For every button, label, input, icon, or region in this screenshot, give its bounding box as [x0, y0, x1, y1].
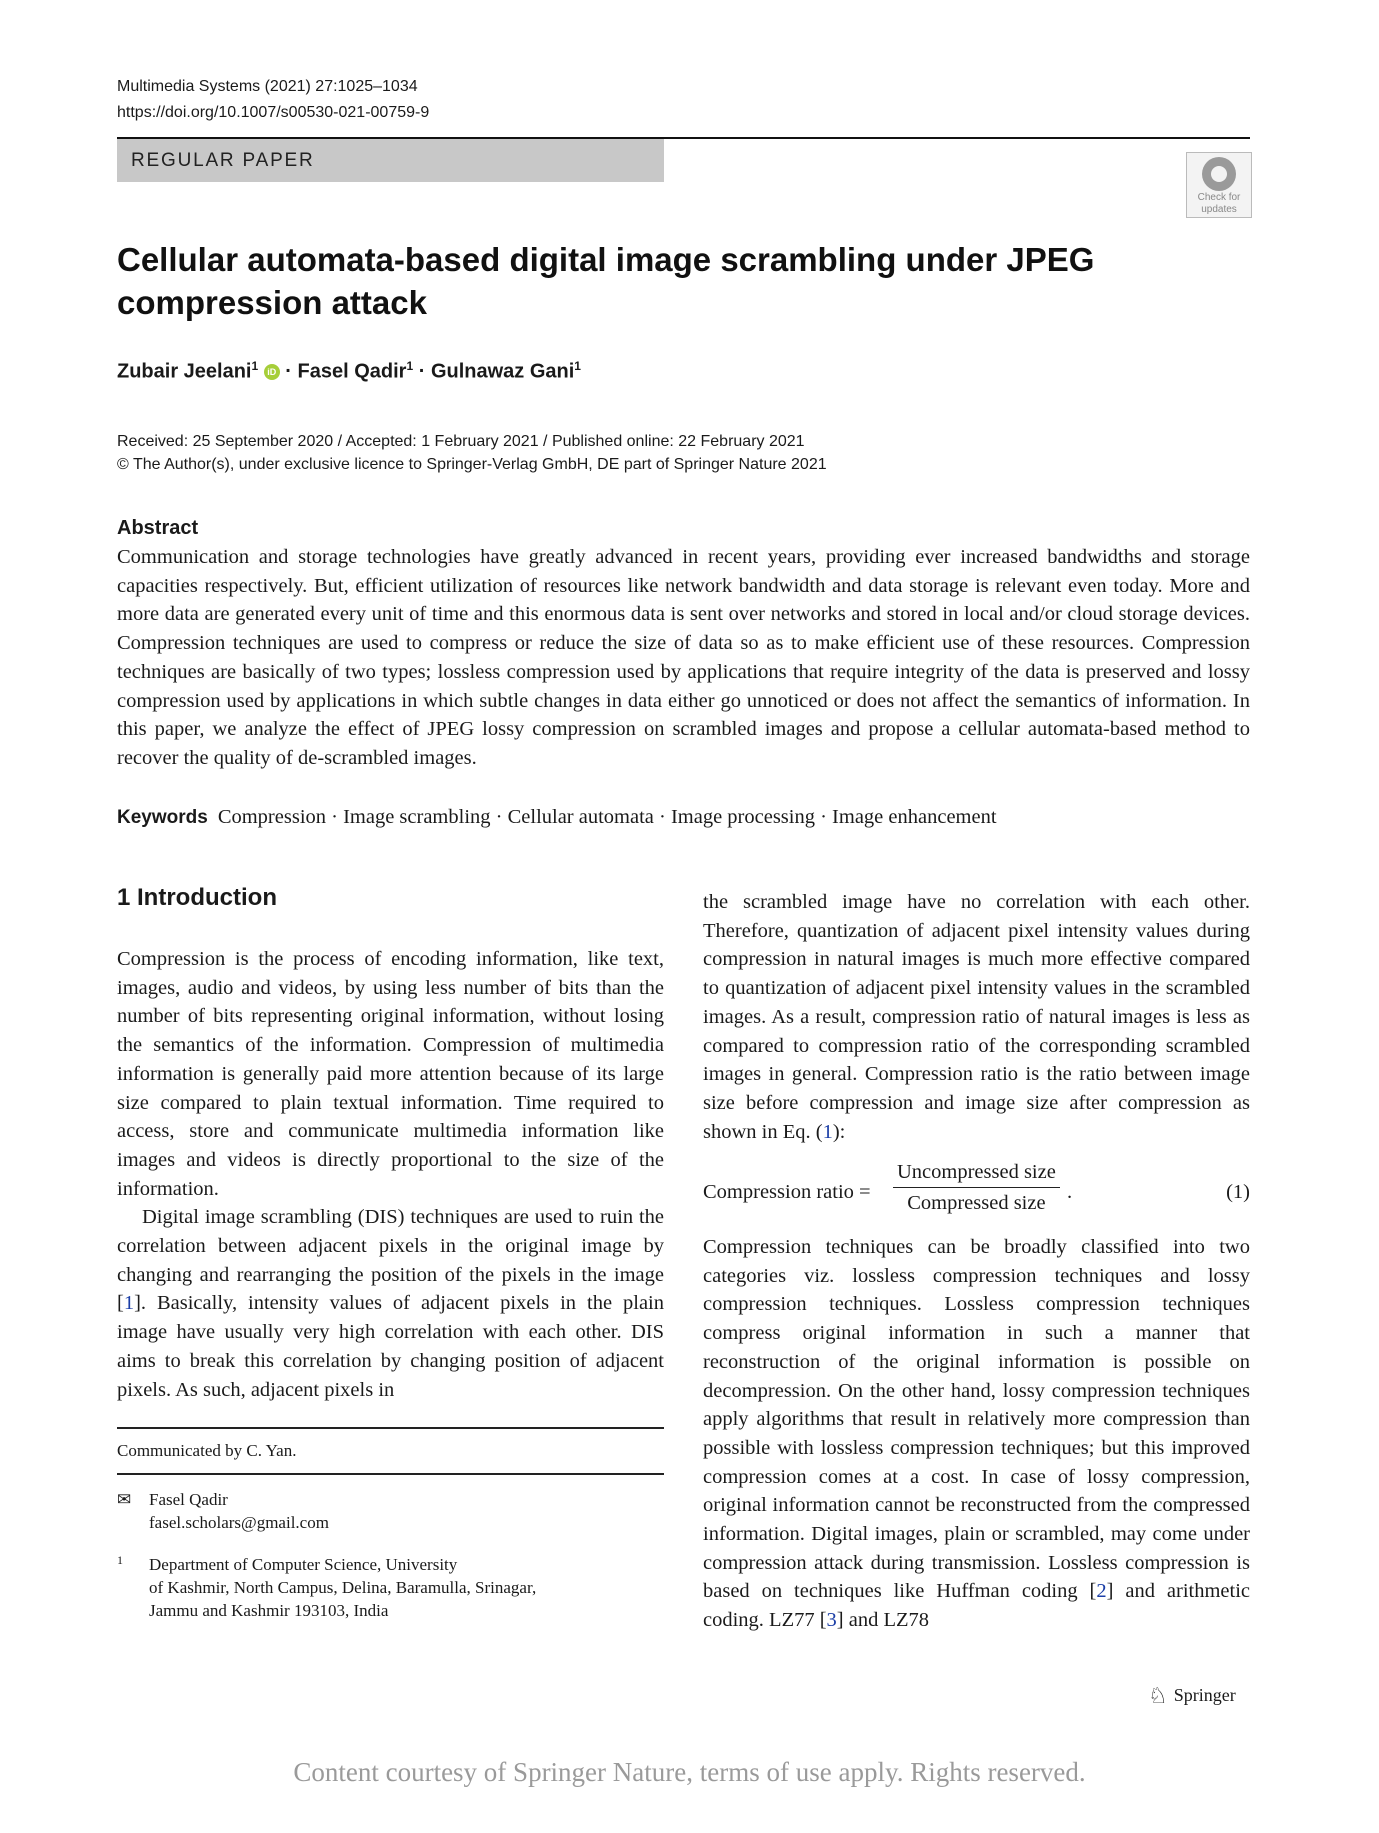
intro-paragraph-1: Compression is the process of encoding information, like text, images, audio and videos, by using less number of bits than the number of bits representing original information, without losing the semantics of the information. Compression of multimedia information is generally paid more attention because of its large size compared to plain textual information. Time required to access, store and communicate multimedia information like images and videos is directly proportional to the size of the information.	[117, 948, 664, 1200]
update-icon	[1202, 157, 1236, 191]
intro-column-right-top	[703, 888, 1250, 1146]
corresponding-author	[117, 1488, 329, 1532]
author-separator: ·	[279, 360, 298, 383]
author-separator: ·	[413, 360, 431, 383]
badge-line1: Check for	[1197, 192, 1241, 203]
doi-link[interactable]: https://doi.org/10.1007/s00530-021-00759-9	[117, 104, 430, 121]
equation-denominator: Compressed size	[907, 1192, 1046, 1214]
affiliation-text	[149, 1553, 669, 1622]
equation-lhs: Compression ratio =	[703, 1181, 871, 1203]
publisher-name: Springer	[1173, 1685, 1236, 1705]
citation-link[interactable]: 2	[1096, 1580, 1107, 1603]
affiliation-mark: 1	[117, 1553, 123, 1567]
footnote-rule	[117, 1427, 664, 1429]
author-1[interactable]: Zubair Jeelani	[117, 360, 252, 383]
footnote-rule	[117, 1473, 664, 1475]
author-2[interactable]: Fasel Qadir	[297, 360, 407, 383]
journal-citation: Multimedia Systems (2021) 27:1025–1034	[117, 78, 418, 95]
springer-horse-icon: ♘	[1148, 1683, 1168, 1708]
col2-p1-text-b: ):	[832, 1120, 846, 1143]
intro-p2-text-b: ]. Basically, intensity values of adjacent pixels in the plain image have usually very high correlation with each other. DIS aims to break this correlation by changing position of adjacent pixels. As such, adjacent pixels in	[117, 1292, 664, 1401]
citation-link[interactable]: 1	[123, 1292, 135, 1315]
col2-p2-text-a: Compression techniques can be broadly classified into two categories viz. lossless compression techniques and lossy compression techniques. Lossless compression techniques compress original information in such a manner that reconstruction of the original information is possible on decompression. On the other hand, lossy compression techniques apply algorithms that result in relatively more compression than possible with lossless compression techniques; but this improved compression comes at a cost. In case of lossy compression, original information cannot be reconstructed from the compressed information. Digital images, plain or scrambled, may come under compression attack during transmission. Lossless compression is based on techniques like Huffman coding [	[703, 1236, 1250, 1603]
abstract-heading: Abstract	[117, 517, 199, 539]
col2-p2-text-c: ] and LZ78	[836, 1609, 930, 1632]
contact-email[interactable]: fasel.scholars@gmail.com	[149, 1513, 329, 1532]
article-dates	[117, 430, 827, 476]
intro-column-right-bottom	[703, 1233, 1250, 1635]
contact-name: Fasel Qadir	[149, 1490, 228, 1509]
communicated-by: Communicated by C. Yan.	[117, 1441, 297, 1460]
journal-header	[117, 74, 429, 126]
section-heading: 1 Introduction	[117, 884, 277, 911]
envelope-icon: ✉	[117, 1490, 132, 1509]
affiliation-line-3: Jammu and Kashmir 193103, India	[149, 1601, 389, 1620]
author-2-aff: 1	[406, 359, 414, 373]
intro-p2-text-a: Digital image scrambling (DIS) techniques are used to ruin the correlation between adjacent pixels in the original image by changing and rearranging the position of the pixels in the image [	[117, 1206, 664, 1315]
orcid-icon[interactable]: iD	[264, 364, 280, 380]
author-3-aff: 1	[574, 359, 581, 373]
equation-fraction	[893, 1161, 1060, 1215]
equation-period: .	[1067, 1181, 1073, 1203]
equation-1	[703, 1161, 1250, 1225]
title-line-2: compression attack	[117, 284, 427, 321]
keywords-label: Keywords	[117, 807, 208, 828]
copyright-notice: © The Author(s), under exclusive licence to Springer-Verlag GmbH, DE part of Springer Nature 2021	[117, 456, 827, 473]
history-dates: Received: 25 September 2020 / Accepted: 1 February 2021 / Published online: 22 February 2021	[117, 433, 805, 450]
equation-numerator: Uncompressed size	[893, 1161, 1060, 1188]
equation-number: (1)	[1226, 1181, 1250, 1203]
col2-p2-text-b: ] and arithmetic coding. LZ77 [	[703, 1580, 1250, 1632]
courtesy-watermark: Content courtesy of Springer Nature, terms of use apply. Rights reserved.	[293, 1757, 1086, 1787]
citation-link[interactable]: 3	[826, 1609, 837, 1632]
affiliation-line-2: of Kashmir, North Campus, Delina, Baramulla, Srinagar,	[149, 1578, 537, 1597]
category-banner	[117, 139, 664, 182]
equation-reference-link[interactable]: 1	[822, 1120, 833, 1143]
intro-column-left	[117, 945, 664, 1404]
category-label: REGULAR PAPER	[131, 150, 315, 171]
col2-paragraph-2	[703, 1233, 1250, 1635]
publisher-logo	[1148, 1683, 1236, 1709]
paper-title	[117, 238, 1117, 324]
affiliation-line-1: Department of Computer Science, University	[149, 1555, 458, 1574]
col2-p1-text-a: the scrambled image have no correlation with each other. Therefore, quantization of adjacent pixel intensity values during compression in natural images is much more effective compared to quantization of adjacent pixel intensity values in the scrambled images. As a result, compression ratio of natural images is less as compared to compression ratio of the corresponding scrambled images in general. Compression ratio is the ratio between image size before compression and image size after compression as shown in Eq. (	[703, 891, 1250, 1143]
title-line-1: Cellular automata-based digital image scrambling under JPEG	[117, 241, 1095, 278]
badge-line2: updates	[1201, 204, 1237, 215]
keywords	[117, 803, 1250, 832]
author-3[interactable]: Gulnawaz Gani	[430, 360, 575, 383]
col2-paragraph-1	[703, 888, 1250, 1146]
intro-paragraph-2	[117, 1203, 664, 1404]
author-1-aff: 1	[251, 359, 259, 373]
abstract-text: Communication and storage technologies have greatly advanced in recent years, providing ever increased bandwidths and storage capacities respectively. But, efficient utilization of resources like network bandwidth and data storage is relevant even today. More and more data are generated every unit of time and this enormous data is sent over networks and stored in local and/or cloud storage devices. Compression techniques are used to compress or reduce the size of data so as to make efficient use of these resources. Compression techniques are basically of two types; lossless compression used by applications that require integrity of the data is preserved and lossy compression used by applications in which subtle changes in data either go unnoticed or does not affect the semantics of information. In this paper, we analyze the effect of JPEG lossy compression on scrambled images and propose a cellular automata-based method to recover the quality of de-scrambled images.	[117, 546, 1250, 769]
contact-details	[149, 1488, 329, 1534]
keywords-list: Compression · Image scrambling · Cellular automata · Image processing · Image enhancement	[217, 806, 997, 828]
author-list	[117, 359, 581, 384]
check-for-updates-badge[interactable]	[1186, 152, 1252, 218]
